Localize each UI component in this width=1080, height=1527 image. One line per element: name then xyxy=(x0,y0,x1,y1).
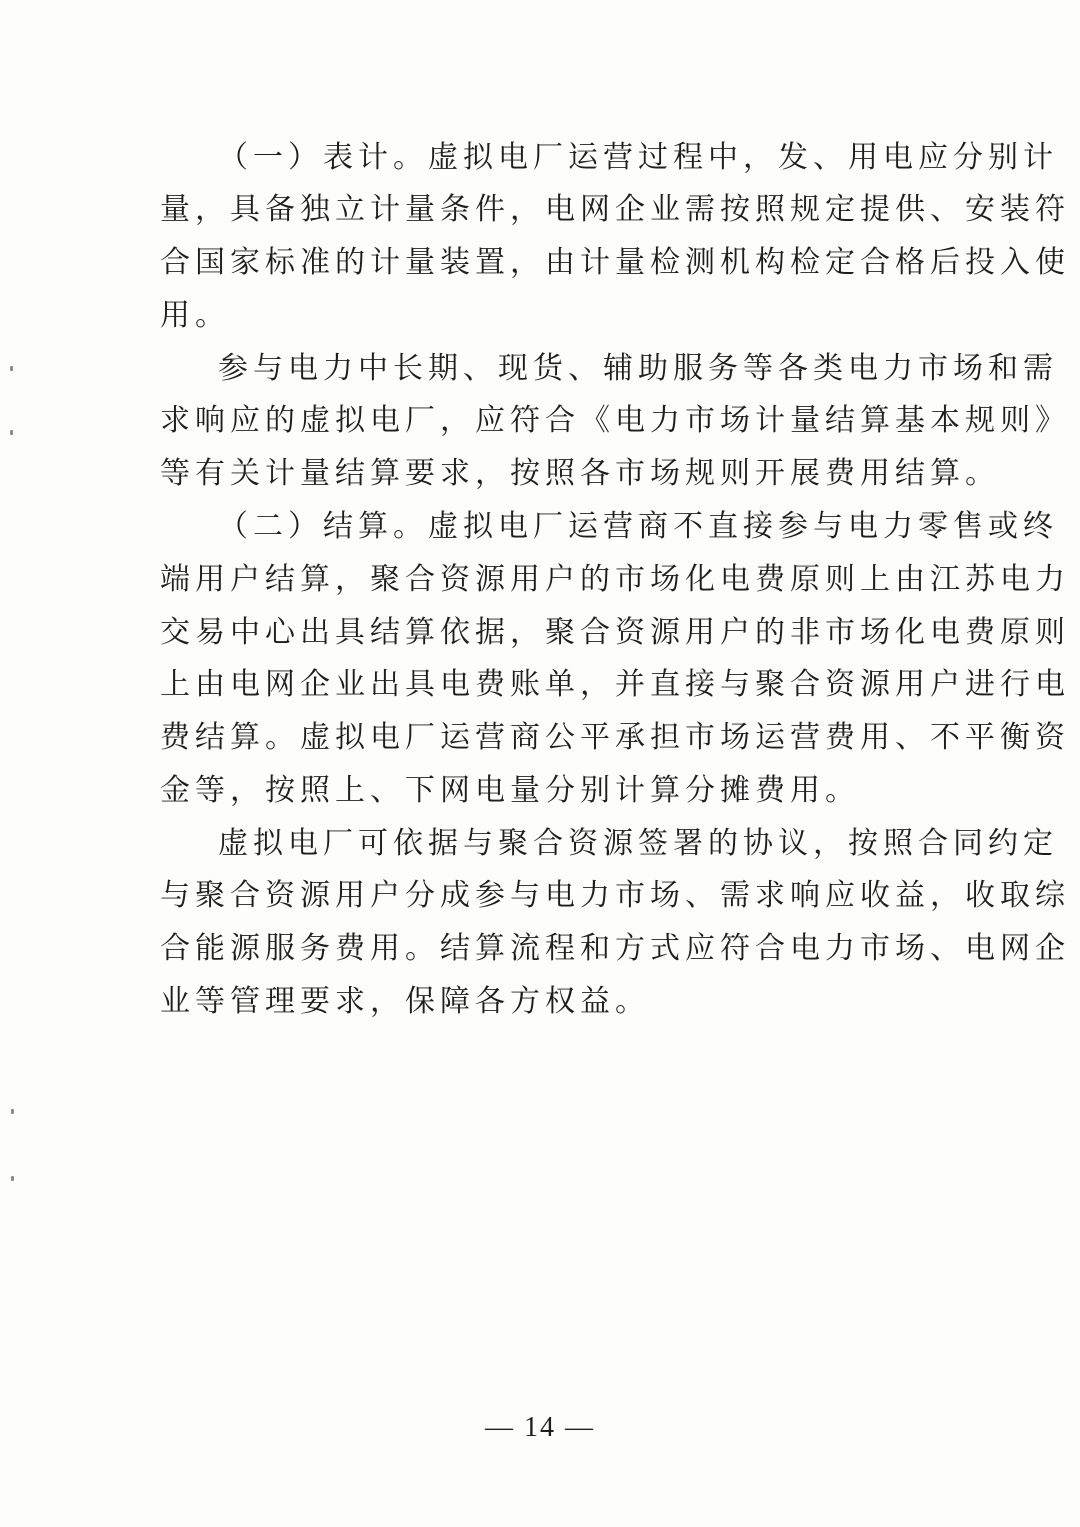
text-line: 参与电力中长期、现货、辅助服务等各类电力市场和需 xyxy=(218,351,1058,386)
scan-speck xyxy=(10,366,13,371)
scan-speck xyxy=(11,1176,14,1181)
text-line: 虚拟电厂可依据与聚合资源签署的协议，按照合同约定 xyxy=(218,826,1058,861)
text-line: （一）表计。虚拟电厂运营过程中，发、用电应分别计 xyxy=(218,140,1058,175)
text-line: 合能源服务费用。结算流程和方式应符合电力市场、电网企 xyxy=(160,931,1070,966)
text-line: 求响应的虚拟电厂，应符合《电力市场计量结算基本规则》 xyxy=(160,403,1070,438)
text-line: （二）结算。虚拟电厂运营商不直接参与电力零售或终 xyxy=(218,509,1058,544)
scan-speck xyxy=(10,430,13,435)
text-line: 业等管理要求，保障各方权益。 xyxy=(160,984,650,1019)
scan-speck xyxy=(11,1109,14,1114)
text-line: 金等，按照上、下网电量分别计算分摊费用。 xyxy=(160,773,860,808)
text-line: 合国家标准的计量装置，由计量检测机构检定合格后投入使 xyxy=(160,245,1070,280)
text-line: 等有关计量结算要求，按照各市场规则开展费用结算。 xyxy=(160,456,1000,491)
text-line: 端用户结算，聚合资源用户的市场化电费原则上由江苏电力 xyxy=(160,562,1070,597)
text-line: 量，具备独立计量条件，电网企业需按照规定提供、安装符 xyxy=(160,192,1070,227)
text-line: 用。 xyxy=(160,298,230,333)
page-number: — 14 — xyxy=(485,1412,595,1443)
text-line: 与聚合资源用户分成参与电力市场、需求响应收益，收取综 xyxy=(160,878,1070,913)
text-line: 交易中心出具结算依据，聚合资源用户的非市场化电费原则 xyxy=(160,615,1070,650)
text-line: 上由电网企业出具电费账单，并直接与聚合资源用户进行电 xyxy=(160,667,1070,702)
text-line: 费结算。虚拟电厂运营商公平承担市场运营费用、不平衡资 xyxy=(160,720,1070,755)
